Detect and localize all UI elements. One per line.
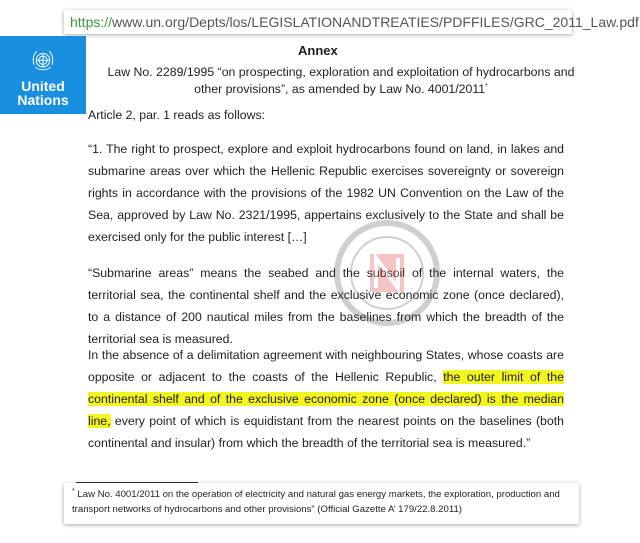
law-title-footnote-marker: *: [485, 82, 488, 90]
un-emblem-icon: [28, 46, 58, 76]
url-host-path: www.un.org/Depts/los/LEGISLATIONANDTREATIES/PDFFILES/GRC_2011_Law.pdf: [112, 14, 639, 30]
law-title: [96, 64, 586, 98]
document-page: [86, 38, 606, 468]
paragraph-3: [88, 344, 564, 454]
footnote: [64, 483, 579, 524]
footnote-text: Law No. 4001/2011 on the operation of electricity and natural gas energy markets, the exploration, production and transport networks of hydrocarbons and other provisions” (Official Gazette A’ 179/22.8.2011): [72, 489, 560, 515]
law-title-text: Law No. 2289/1995 “on prospecting, exploration and exploitation of hydrocarbons and other provisions”, as amended by Law No. 4001/2011: [107, 65, 575, 96]
united-nations-logo: [0, 36, 86, 114]
annex-heading: Annex: [298, 43, 338, 58]
highlighted-median-line-text: the outer limit of the continental shelf and of the exclusive economic zone (once declared) is the median line,: [88, 370, 564, 428]
footnote-marker: *: [72, 487, 75, 495]
paragraph-2: “Submarine areas” means the seabed and the subsoil of the internal waters, the territorial sea, the continental shelf and the exclusive economic zone (once declared), to a distance of 200 nautical miles from the baselines from which the breadth of the territorial sea is measured.: [88, 266, 564, 346]
paragraph-3-end: every point of which is equidistant from the nearest points on the baselines (both continental and insular) from which the breadth of the territorial sea is measured.”: [88, 414, 564, 450]
logo-line-1: United: [21, 77, 65, 94]
article-intro: Article 2, par. 1 reads as follows:: [88, 108, 266, 122]
logo-line-2: Nations: [17, 91, 69, 108]
url-bar[interactable]: [64, 10, 639, 34]
paragraph-1: “1. The right to prospect, explore and exploit hydrocarbons found on land, in lakes and submarine areas over which the Hellenic Republic exercises sovereignty or sovereign rights in accordance with the provisions of the 1982 UN Convention on the Law of the Sea, approved by Law No. 2321/1995, appertains exclusively to the State and shall be exercised only for the public interest […]: [88, 142, 564, 244]
url-protocol: https://: [70, 14, 113, 30]
paragraph-3-start: In the absence of a delimitation agreement with neighbouring States, whose coasts are opposite or adjacent to the coasts of the Hellenic Republic,: [88, 348, 564, 384]
